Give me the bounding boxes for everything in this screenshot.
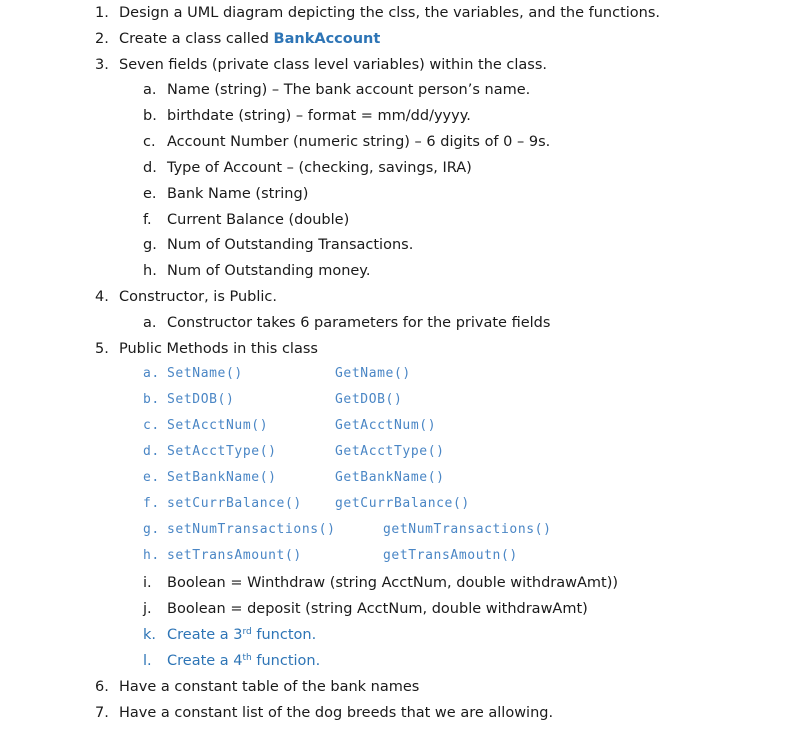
- list-item-6: Have a constant table of the bank names: [119, 679, 420, 695]
- sub-item-3b: birthdate (string) – format = mm/dd/yyyy.: [167, 108, 471, 124]
- getter-method: GetBankName(): [335, 470, 445, 485]
- setter-method: SetName(): [167, 366, 243, 381]
- list-item-4: Constructor, is Public.: [119, 289, 277, 305]
- list-item-4-marker: 4.: [95, 289, 109, 305]
- method-row-marker: c.: [143, 418, 160, 433]
- sub-item-5l: [167, 651, 320, 673]
- sub-item-marker: e.: [143, 186, 157, 202]
- item-marker: 1.: [95, 5, 109, 21]
- method-row-marker: g.: [143, 522, 160, 537]
- getter-method: GetAcctNum(): [335, 418, 437, 433]
- text-part: functon.: [251, 627, 317, 643]
- list-item-6-marker: 6.: [95, 679, 109, 695]
- list-item-2: [119, 29, 380, 49]
- method-row-marker: b.: [143, 392, 160, 407]
- list-item-5-marker: 5.: [95, 341, 109, 357]
- method-row-marker: h.: [143, 548, 160, 563]
- setter-method: setCurrBalance(): [167, 496, 302, 511]
- sub-item-marker: i.: [143, 575, 152, 591]
- sub-item-3a: Name (string) – The bank account person’s name.: [167, 82, 531, 98]
- sub-item-5j: Boolean = deposit (string AcctNum, double withdrawAmt): [167, 601, 588, 617]
- sub-item-marker: b.: [143, 108, 157, 124]
- class-name: BankAccount: [273, 31, 381, 47]
- sub-item-marker: d.: [143, 160, 157, 176]
- list-item-text: Design a UML diagram depicting the clss, the variables, and the functions.: [119, 5, 661, 21]
- method-row-marker: e.: [143, 470, 160, 485]
- method-row-marker: f.: [143, 496, 160, 511]
- sub-item-4a: Constructor takes 6 parameters for the private fields: [167, 315, 551, 331]
- sub-item-marker: a.: [143, 315, 157, 331]
- sub-item-3e: Bank Name (string): [167, 186, 309, 202]
- text-part: Create a 4: [167, 653, 243, 669]
- setter-method: setTransAmount(): [167, 548, 302, 563]
- sub-item-3d: Type of Account – (checking, savings, IRA): [167, 160, 472, 176]
- sub-item-3h: Num of Outstanding money.: [167, 263, 371, 279]
- sub-item-marker: g.: [143, 237, 157, 253]
- sub-item-marker: k.: [143, 627, 157, 643]
- getter-method: GetAcctType(): [335, 444, 445, 459]
- sub-item-marker: l.: [143, 653, 152, 669]
- list-item-3-marker: 3.: [95, 57, 109, 73]
- sub-item-3f: Current Balance (double): [167, 212, 350, 228]
- getter-method: GetName(): [335, 366, 411, 381]
- sub-item-marker: c.: [143, 134, 156, 150]
- item-text: Create a class called: [119, 31, 274, 47]
- sub-item-5k: [167, 625, 316, 647]
- list-item-7-marker: 7.: [95, 705, 109, 721]
- setter-method: SetDOB(): [167, 392, 235, 407]
- setter-method: SetBankName(): [167, 470, 277, 485]
- getter-method: getNumTransactions(): [383, 522, 552, 537]
- sub-item-3g: Num of Outstanding Transactions.: [167, 237, 414, 253]
- method-row-marker: d.: [143, 444, 160, 459]
- list-item-5: Public Methods in this class: [119, 341, 318, 357]
- list-item-2-marker: 2.: [95, 31, 109, 47]
- sub-item-marker: f.: [143, 212, 152, 228]
- text-part: function.: [251, 653, 321, 669]
- sub-item-3c: Account Number (numeric string) – 6 digits of 0 – 9s.: [167, 134, 551, 150]
- getter-method: getCurrBalance(): [335, 496, 470, 511]
- setter-method: SetAcctNum(): [167, 418, 269, 433]
- setter-method: SetAcctType(): [167, 444, 277, 459]
- ordinal-suffix: th: [242, 653, 252, 663]
- sub-item-marker: h.: [143, 263, 157, 279]
- getter-method: GetDOB(): [335, 392, 403, 407]
- setter-method: setNumTransactions(): [167, 522, 336, 537]
- getter-method: getTransAmoutn(): [383, 548, 518, 563]
- list-item-1: [95, 3, 109, 23]
- list-item-7: Have a constant list of the dog breeds that we are allowing.: [119, 705, 554, 721]
- list-item-3: Seven fields (private class level variables) within the class.: [119, 57, 548, 73]
- method-row-marker: a.: [143, 366, 160, 381]
- text-part: Create a 3: [167, 627, 243, 643]
- sub-item-marker: j.: [143, 601, 152, 617]
- sub-item-5i: Boolean = Winthdraw (string AcctNum, double withdrawAmt)): [167, 575, 619, 591]
- ordinal-suffix: rd: [242, 627, 252, 637]
- sub-item-marker: a.: [143, 82, 157, 98]
